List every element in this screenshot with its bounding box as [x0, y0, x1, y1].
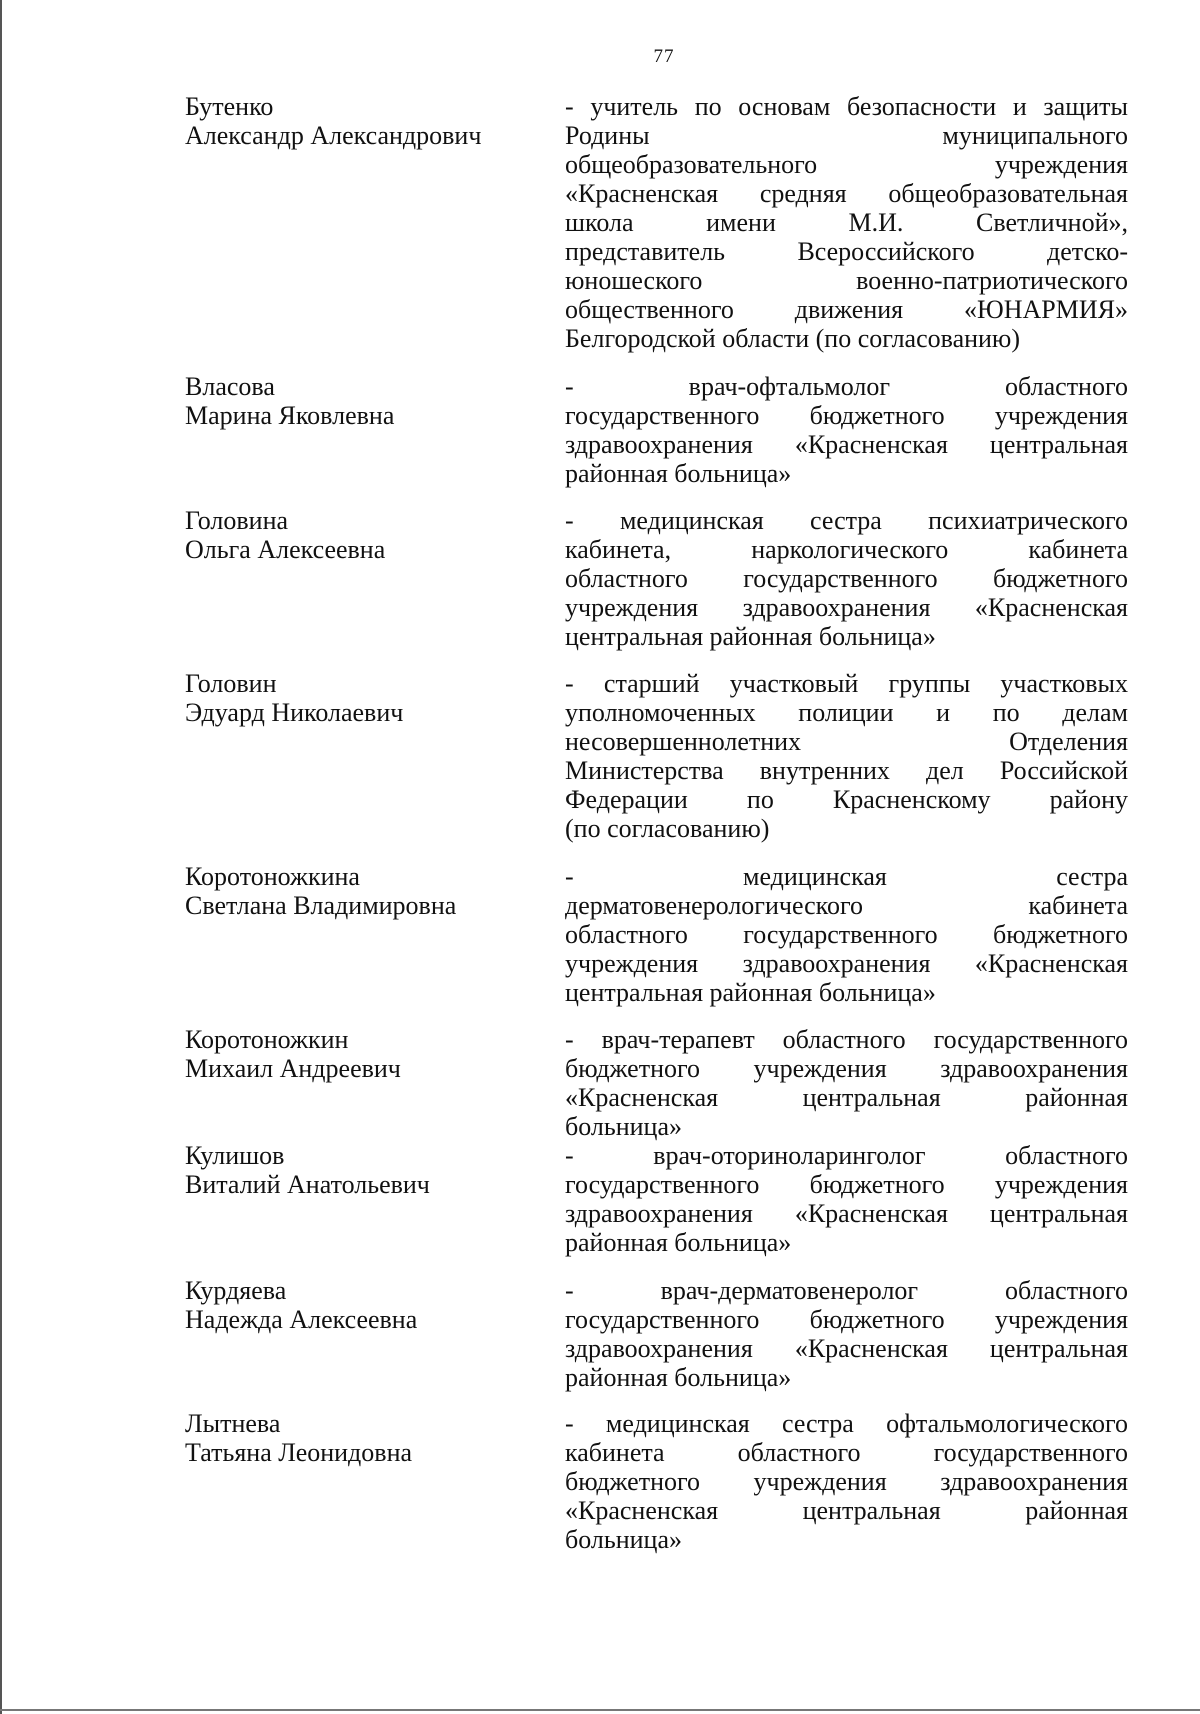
- description-line: бюджетного учреждения здравоохранения: [565, 1054, 1128, 1083]
- person-name: [185, 862, 530, 920]
- given-names: Татьяна Леонидовна: [185, 1438, 413, 1467]
- description-line: - медицинская сестра офтальмологического: [565, 1409, 1128, 1438]
- position-description: [565, 372, 1128, 488]
- position-description: [565, 862, 1128, 1007]
- description-line: областного государственного бюджетного: [565, 564, 1128, 593]
- description-line: больница»: [565, 1525, 682, 1554]
- description-line: - медицинская сестра: [565, 862, 1128, 891]
- description-line: больница»: [565, 1112, 682, 1141]
- description-line: государственного бюджетного учреждения: [565, 401, 1128, 430]
- surname: Лытнева: [185, 1409, 281, 1438]
- surname: Коротоножкин: [185, 1025, 349, 1054]
- description-line: представитель Всероссийского детско-: [565, 237, 1128, 266]
- position-description: [565, 1025, 1128, 1141]
- description-line: (по согласованию): [565, 814, 770, 843]
- person-name: [185, 1409, 530, 1467]
- given-names: Михаил Андреевич: [185, 1054, 401, 1083]
- surname: Кулишов: [185, 1141, 285, 1170]
- description-line: Белгородской области (по согласованию): [565, 324, 1021, 353]
- description-line: Федерации по Красненскому району: [565, 785, 1128, 814]
- given-names: Виталий Анатольевич: [185, 1170, 430, 1199]
- description-line: районная больница»: [565, 1363, 792, 1392]
- surname: Головина: [185, 506, 289, 535]
- description-line: Родины муниципального: [565, 121, 1128, 150]
- page-number: 77: [653, 46, 675, 67]
- description-line: районная больница»: [565, 1228, 792, 1257]
- description-line: - врач-оториноларинголог областного: [565, 1141, 1128, 1170]
- description-line: несовершеннолетних Отделения: [565, 727, 1128, 756]
- description-line: «Красненская центральная районная: [565, 1496, 1128, 1525]
- person-name: [185, 372, 530, 430]
- person-name: [185, 1276, 530, 1334]
- description-line: уполномоченных полиции и по делам: [565, 698, 1128, 727]
- description-line: учреждения здравоохранения «Красненская: [565, 593, 1128, 622]
- position-description: [565, 1276, 1128, 1392]
- given-names: Марина Яковлевна: [185, 401, 395, 430]
- given-names: Эдуард Николаевич: [185, 698, 404, 727]
- description-line: центральная районная больница»: [565, 978, 936, 1007]
- given-names: Надежда Алексеевна: [185, 1305, 418, 1334]
- person-name: [185, 92, 530, 150]
- description-line: Министерства внутренних дел Российской: [565, 756, 1128, 785]
- person-name: [185, 1141, 530, 1199]
- description-line: здравоохранения «Красненская центральная: [565, 1334, 1128, 1363]
- description-line: государственного бюджетного учреждения: [565, 1170, 1128, 1199]
- description-line: центральная районная больница»: [565, 622, 936, 651]
- description-line: учреждения здравоохранения «Красненская: [565, 949, 1128, 978]
- description-line: дерматовенерологического кабинета: [565, 891, 1128, 920]
- description-line: - старший участковый группы участковых: [565, 669, 1128, 698]
- description-line: юношеского военно-патриотического: [565, 266, 1128, 295]
- position-description: [565, 669, 1128, 843]
- description-line: «Красненская центральная районная: [565, 1083, 1128, 1112]
- position-description: [565, 92, 1128, 353]
- description-line: государственного бюджетного учреждения: [565, 1305, 1128, 1334]
- description-line: общественного движения «ЮНАРМИЯ»: [565, 295, 1128, 324]
- description-line: - врач-дерматовенеролог областного: [565, 1276, 1128, 1305]
- person-name: [185, 1025, 530, 1083]
- scan-edge-left: [0, 0, 2, 1714]
- surname: Власова: [185, 372, 275, 401]
- position-description: [565, 506, 1128, 651]
- description-line: - медицинская сестра психиатрического: [565, 506, 1128, 535]
- description-line: общеобразовательного учреждения: [565, 150, 1128, 179]
- description-line: кабинета областного государственного: [565, 1438, 1128, 1467]
- description-line: школа имени М.И. Светличной»,: [565, 208, 1128, 237]
- description-line: здравоохранения «Красненская центральная: [565, 430, 1128, 459]
- description-line: районная больница»: [565, 459, 792, 488]
- description-line: здравоохранения «Красненская центральная: [565, 1199, 1128, 1228]
- description-line: «Красненская средняя общеобразовательная: [565, 179, 1128, 208]
- position-description: [565, 1141, 1128, 1257]
- position-description: [565, 1409, 1128, 1554]
- surname: Бутенко: [185, 92, 274, 121]
- person-name: [185, 506, 530, 564]
- surname: Головин: [185, 669, 277, 698]
- description-line: бюджетного учреждения здравоохранения: [565, 1467, 1128, 1496]
- scan-edge-bottom: [0, 1709, 1200, 1711]
- description-line: - врач-терапевт областного государственного: [565, 1025, 1128, 1054]
- given-names: Светлана Владимировна: [185, 891, 457, 920]
- given-names: Александр Александрович: [185, 121, 482, 150]
- given-names: Ольга Алексеевна: [185, 535, 386, 564]
- description-line: - учитель по основам безопасности и защиты: [565, 92, 1128, 121]
- description-line: - врач-офтальмолог областного: [565, 372, 1128, 401]
- surname: Коротоножкина: [185, 862, 360, 891]
- surname: Курдяева: [185, 1276, 287, 1305]
- person-name: [185, 669, 530, 727]
- description-line: кабинета, наркологического кабинета: [565, 535, 1128, 564]
- description-line: областного государственного бюджетного: [565, 920, 1128, 949]
